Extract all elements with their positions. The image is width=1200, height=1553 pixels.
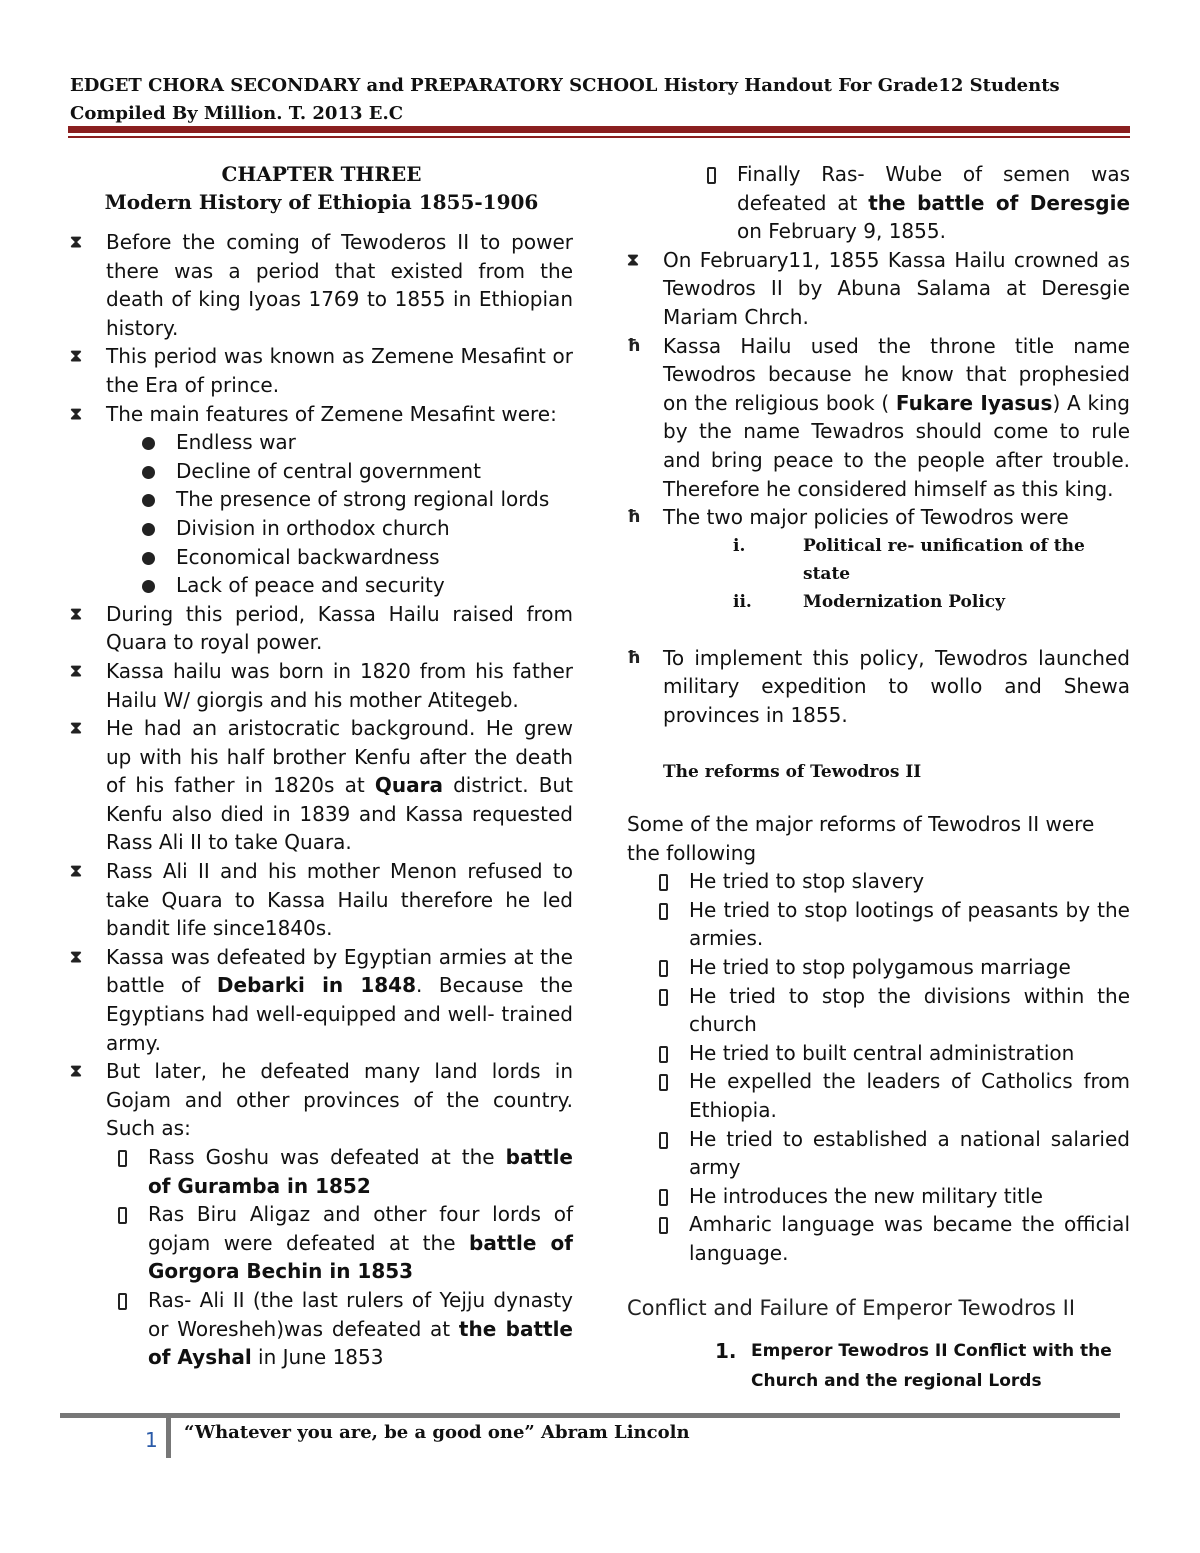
page-number: 1	[145, 1428, 158, 1452]
box-bullet-icon	[659, 903, 668, 920]
hourglass-bullet-icon: ⧗	[70, 718, 82, 739]
reform-item: He tried to established a national salaried army	[655, 1125, 1130, 1182]
box-bullet-icon	[118, 1293, 127, 1310]
hourglass-bullet-icon: ⧗	[70, 403, 82, 424]
footer-divider	[166, 1414, 171, 1458]
reform-item: He introduces the new military title	[655, 1182, 1130, 1211]
list-item: ⧗ Kassa hailu was born in 1820 from his father Hailu W/ giorgis and his mother Atitegeb.	[70, 658, 573, 712]
reform-item: Amharic language was became the official language.	[655, 1210, 1130, 1267]
battle-item: Ras- Ali II (the last rulers of Yejju dynasty or Woresheh)was defeated at the battle of Ayshal in June 1853	[114, 1286, 573, 1372]
hourglass-bullet-icon: ⧗	[70, 660, 82, 681]
list-item: ⧗ Rass Ali II and his mother Menon refused to take Quara to Kassa Hailu therefore he led bandit life since1840s.	[70, 859, 573, 941]
list-item: ⧗ Before the coming of Tewoderos II to power there was a period that existed from the death of king Iyoas 1769 to 1855 in Ethiopian history.	[70, 230, 573, 340]
header-line-2: Compiled By Million. T. 2013 E.C	[70, 103, 404, 124]
footer-rule	[60, 1413, 1120, 1418]
header-rule	[68, 126, 1130, 133]
box-bullet-icon	[659, 874, 668, 891]
chapter-subtitle: Modern History of Ethiopia 1855-1906	[104, 190, 539, 214]
symbol-bullet-icon: ħ	[627, 647, 641, 668]
list-item: ⧗ On February11, 1855 Kassa Hailu crowned as Tewodros II by Abuna Salama at Deresgie Mariam Chrch.	[627, 247, 1130, 329]
chapter-title: CHAPTER THREE	[221, 162, 422, 186]
box-bullet-icon	[118, 1150, 127, 1167]
feature-item: The presence of strong regional lords	[140, 485, 573, 514]
right-column	[627, 160, 1130, 1396]
box-bullet-icon	[659, 1046, 668, 1063]
policy-item: ii. Modernization Policy	[733, 591, 1006, 612]
dot-bullet-icon	[142, 437, 155, 450]
list-item: ⧗ But later, he defeated many land lords in Gojam and other provinces of the country. Such as:	[70, 1059, 573, 1141]
list-item: ⧗ During this period, Kassa Hailu raised from Quara to royal power.	[70, 601, 573, 655]
box-bullet-icon	[659, 1074, 668, 1091]
list-item: ⧗ The main features of Zemene Mesafint were:	[70, 400, 573, 429]
battle-item: Rass Goshu was defeated at the battle of Guramba in 1852	[114, 1143, 573, 1200]
list-item: ⧗ This period was known as Zemene Mesafint or the Era of prince.	[70, 344, 573, 397]
feature-item: Decline of central government	[140, 457, 573, 486]
symbol-bullet-icon: ħ	[627, 507, 641, 528]
feature-item: Endless war	[140, 428, 573, 457]
dot-bullet-icon	[142, 552, 155, 565]
list-item: ħ The two major policies of Tewodros were	[627, 503, 1130, 532]
list-item: ħ To implement this policy, Tewodros launched military expedition to wollo and Shewa provinces in 1855.	[627, 645, 1130, 727]
feature-item: Lack of peace and security	[140, 571, 573, 600]
hourglass-bullet-icon: ⧗	[70, 232, 82, 252]
battle-item: Finally Ras- Wube of semen was defeated at the battle of Deresgie on February 9, 1855.	[703, 160, 1130, 246]
list-item: ħ Kassa Hailu used the throne title name Tewodros because he know that prophesied on the religious book ( Fukare Iyasus) A king by the name Tewadros should come to rule and bring peace to the people after trouble. Therefore he considered himself as this king.	[627, 333, 1130, 501]
hourglass-bullet-icon: ⧗	[70, 603, 82, 624]
hourglass-bullet-icon: ⧗	[70, 946, 82, 967]
reforms-title: The reforms of Tewodros II	[663, 761, 922, 782]
box-bullet-icon	[659, 989, 668, 1006]
box-bullet-icon	[118, 1207, 127, 1224]
reforms-intro: Some of the major reforms of Tewodros II were the following	[627, 812, 1095, 865]
header-rule-thin	[68, 136, 1130, 138]
reform-item: He tried to stop slavery	[655, 867, 1130, 896]
numbered-item: 1. Emperor Tewodros II Conflict with the Church and the regional Lords	[715, 1339, 1112, 1392]
dot-bullet-icon	[142, 523, 155, 536]
left-column	[70, 160, 573, 1372]
footer-quote: “Whatever you are, be a good one” Abram Lincoln	[184, 1422, 690, 1443]
box-bullet-icon	[707, 167, 716, 184]
hourglass-bullet-icon: ⧗	[627, 249, 639, 270]
list-item: ⧗ He had an aristocratic background. He grew up with his half brother Kenfu after the death of his father in 1820s at Quara district. But Kenfu also died in 1839 and Kassa requested Rass Ali II to take Quara.	[70, 716, 573, 855]
box-bullet-icon	[659, 1217, 668, 1234]
list-item: ⧗ Kassa was defeated by Egyptian armies at the battle of Debarki in 1848. Because the Egyptians had well-equipped and well- trained army.	[70, 944, 573, 1055]
reform-item: He tried to stop lootings of peasants by the armies.	[655, 896, 1130, 953]
reform-item: He tried to stop polygamous marriage	[655, 953, 1130, 982]
dot-bullet-icon	[142, 580, 155, 593]
dot-bullet-icon	[142, 466, 155, 479]
dot-bullet-icon	[142, 494, 155, 507]
hourglass-bullet-icon: ⧗	[70, 861, 82, 882]
header-line-1: EDGET CHORA SECONDARY and PREPARATORY SCHOOL History Handout For Grade12 Students	[70, 75, 1060, 96]
reform-item: He tried to built central administration	[655, 1039, 1130, 1068]
hourglass-bullet-icon: ⧗	[70, 346, 82, 367]
feature-item: Division in orthodox church	[140, 514, 573, 543]
page-header	[70, 72, 1130, 128]
battle-item: Ras Biru Aligaz and other four lords of gojam were defeated at the battle of Gorgora Bechin in 1853	[114, 1200, 573, 1286]
policy-item: i. Political re- unification of the state	[733, 535, 1085, 584]
box-bullet-icon	[659, 1132, 668, 1149]
conflict-heading: Conflict and Failure of Emperor Tewodros II	[627, 1295, 1076, 1320]
reform-item: He expelled the leaders of Catholics from Ethiopia.	[655, 1067, 1130, 1124]
hourglass-bullet-icon: ⧗	[70, 1061, 82, 1082]
box-bullet-icon	[659, 960, 668, 977]
reform-item: He tried to stop the divisions within the church	[655, 982, 1130, 1039]
symbol-bullet-icon: ħ	[627, 335, 641, 356]
box-bullet-icon	[659, 1189, 668, 1206]
feature-item: Economical backwardness	[140, 543, 573, 572]
